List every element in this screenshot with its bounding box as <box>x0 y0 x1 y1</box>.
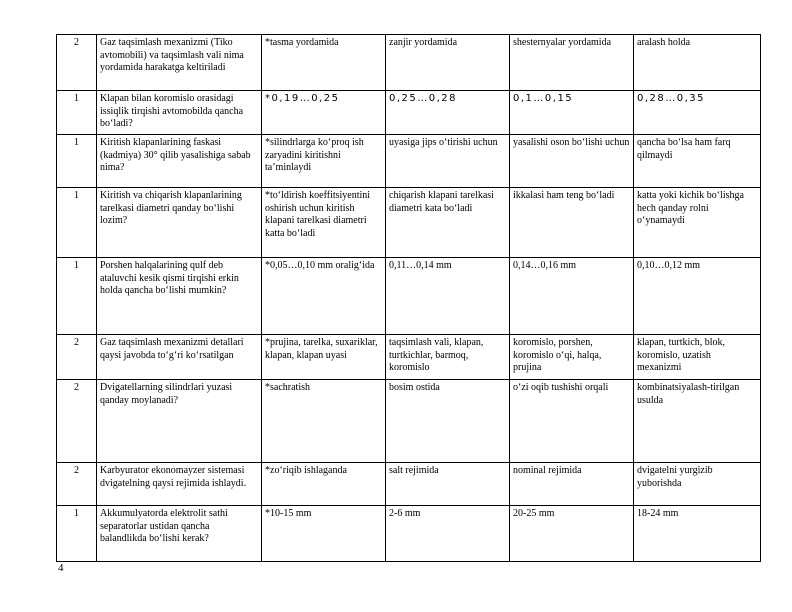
table-row <box>57 35 761 91</box>
difficulty-cell: 2 <box>57 463 97 506</box>
answer-cell: koromislo, porshen, koromislo o‘qi, halqa, prujina <box>510 335 634 380</box>
difficulty-cell: 2 <box>57 35 97 91</box>
answer-cell: 0,10…0,12 mm <box>634 258 761 335</box>
page-number: 4 <box>58 562 64 574</box>
answer-cell: 0,11…0,14 mm <box>386 258 510 335</box>
quiz-table <box>56 34 761 562</box>
difficulty-cell: 1 <box>57 91 97 135</box>
question-cell: Dvigatellarning silindrlari yuzasi qanday moylanadi? <box>97 380 262 463</box>
answer-cell: dvigatelni yurgizib yuborishda <box>634 463 761 506</box>
table-row <box>57 258 761 335</box>
table-row <box>57 188 761 258</box>
answer-cell: 0,14…0,16 mm <box>510 258 634 335</box>
answer-cell: zanjir yordamida <box>386 35 510 91</box>
answer-cell: 0,28…0,35 <box>634 91 761 135</box>
difficulty-cell: 2 <box>57 335 97 380</box>
answer-cell: salt rejimida <box>386 463 510 506</box>
difficulty-cell: 1 <box>57 506 97 562</box>
answer-cell: katta yoki kichik bo‘lishga hech qanday rolni o‘ynamaydi <box>634 188 761 258</box>
answer-cell: yasalishi oson bo‘lishi uchun <box>510 135 634 188</box>
answer-cell: 18-24 mm <box>634 506 761 562</box>
answer-cell: chiqarish klapani tarelkasi diametri kata bo‘ladi <box>386 188 510 258</box>
question-cell: Karbyurator ekonomayzer sistemasi dvigatelning qaysi rejimida ishlaydi. <box>97 463 262 506</box>
answer-cell: *prujina, tarelka, suxariklar, klapan, klapan uyasi <box>262 335 386 380</box>
answer-cell: ikkalasi ham teng bo‘ladi <box>510 188 634 258</box>
table-row <box>57 135 761 188</box>
answer-cell: o‘zi oqib tushishi orqali <box>510 380 634 463</box>
table-row <box>57 380 761 463</box>
table-row <box>57 335 761 380</box>
answer-cell: nominal rejimida <box>510 463 634 506</box>
difficulty-cell: 2 <box>57 380 97 463</box>
question-cell: Akkumulyatorda elektrolit sathi separatorlar ustidan qancha balandlikda bo‘lishi kerak? <box>97 506 262 562</box>
answer-cell: *0,19…0,25 <box>262 91 386 135</box>
table-row <box>57 91 761 135</box>
difficulty-cell: 1 <box>57 135 97 188</box>
difficulty-cell: 1 <box>57 258 97 335</box>
answer-cell: *tasma yordamida <box>262 35 386 91</box>
question-cell: Gaz taqsimlash mexanizmi (Tiko avtomobili) va taqsimlash vali nima yordamida harakatga keltiriladi <box>97 35 262 91</box>
difficulty-cell: 1 <box>57 188 97 258</box>
answer-cell: *10-15 mm <box>262 506 386 562</box>
answer-cell: qancha bo‘lsa ham farq qilmaydi <box>634 135 761 188</box>
answer-cell: *sachratish <box>262 380 386 463</box>
answer-cell: *zo‘riqib ishlaganda <box>262 463 386 506</box>
question-cell: Kiritish va chiqarish klapanlarining tarelkasi diametri qanday bo‘lishi lozim? <box>97 188 262 258</box>
answer-cell: kombinatsiyalash-tirilgan usulda <box>634 380 761 463</box>
table-row <box>57 463 761 506</box>
answer-cell: *0,05…0,10 mm oralig‘ida <box>262 258 386 335</box>
question-cell: Gaz taqsimlash mexanizmi detallari qaysi javobda to‘g‘ri ko‘rsatilgan <box>97 335 262 380</box>
table-row <box>57 506 761 562</box>
answer-cell: shesternyalar yordamida <box>510 35 634 91</box>
answer-cell: taqsimlash vali, klapan, turtkichlar, barmoq, koromislo <box>386 335 510 380</box>
answer-cell: *silindrlarga ko‘proq ish zaryadini kiritishni ta’minlaydi <box>262 135 386 188</box>
answer-cell: 20-25 mm <box>510 506 634 562</box>
answer-cell: 0,1…0,15 <box>510 91 634 135</box>
question-cell: Porshen halqalarining qulf deb ataluvchi kesik qismi tirqishi erkin holda qancha bo‘lishi mumkin? <box>97 258 262 335</box>
question-cell: Klapan bilan koromislo orasidagi issiqlik tirqishi avtomobilda qancha bo‘ladi? <box>97 91 262 135</box>
answer-cell: aralash holda <box>634 35 761 91</box>
answer-cell: klapan, turtkich, blok, koromislo, uzatish mexanizmi <box>634 335 761 380</box>
question-cell: Kiritish klapanlarining faskasi (kadmiya) 30° qilib yasalishiga sabab nima? <box>97 135 262 188</box>
answer-cell: 0,25…0,28 <box>386 91 510 135</box>
answer-cell: 2-6 mm <box>386 506 510 562</box>
answer-cell: bosim ostida <box>386 380 510 463</box>
answer-cell: uyasiga jips o‘tirishi uchun <box>386 135 510 188</box>
answer-cell: *to‘ldirish koeffitsiyentini oshirish uchun kiritish klapani tarelkasi diametri katta bo‘ladi <box>262 188 386 258</box>
